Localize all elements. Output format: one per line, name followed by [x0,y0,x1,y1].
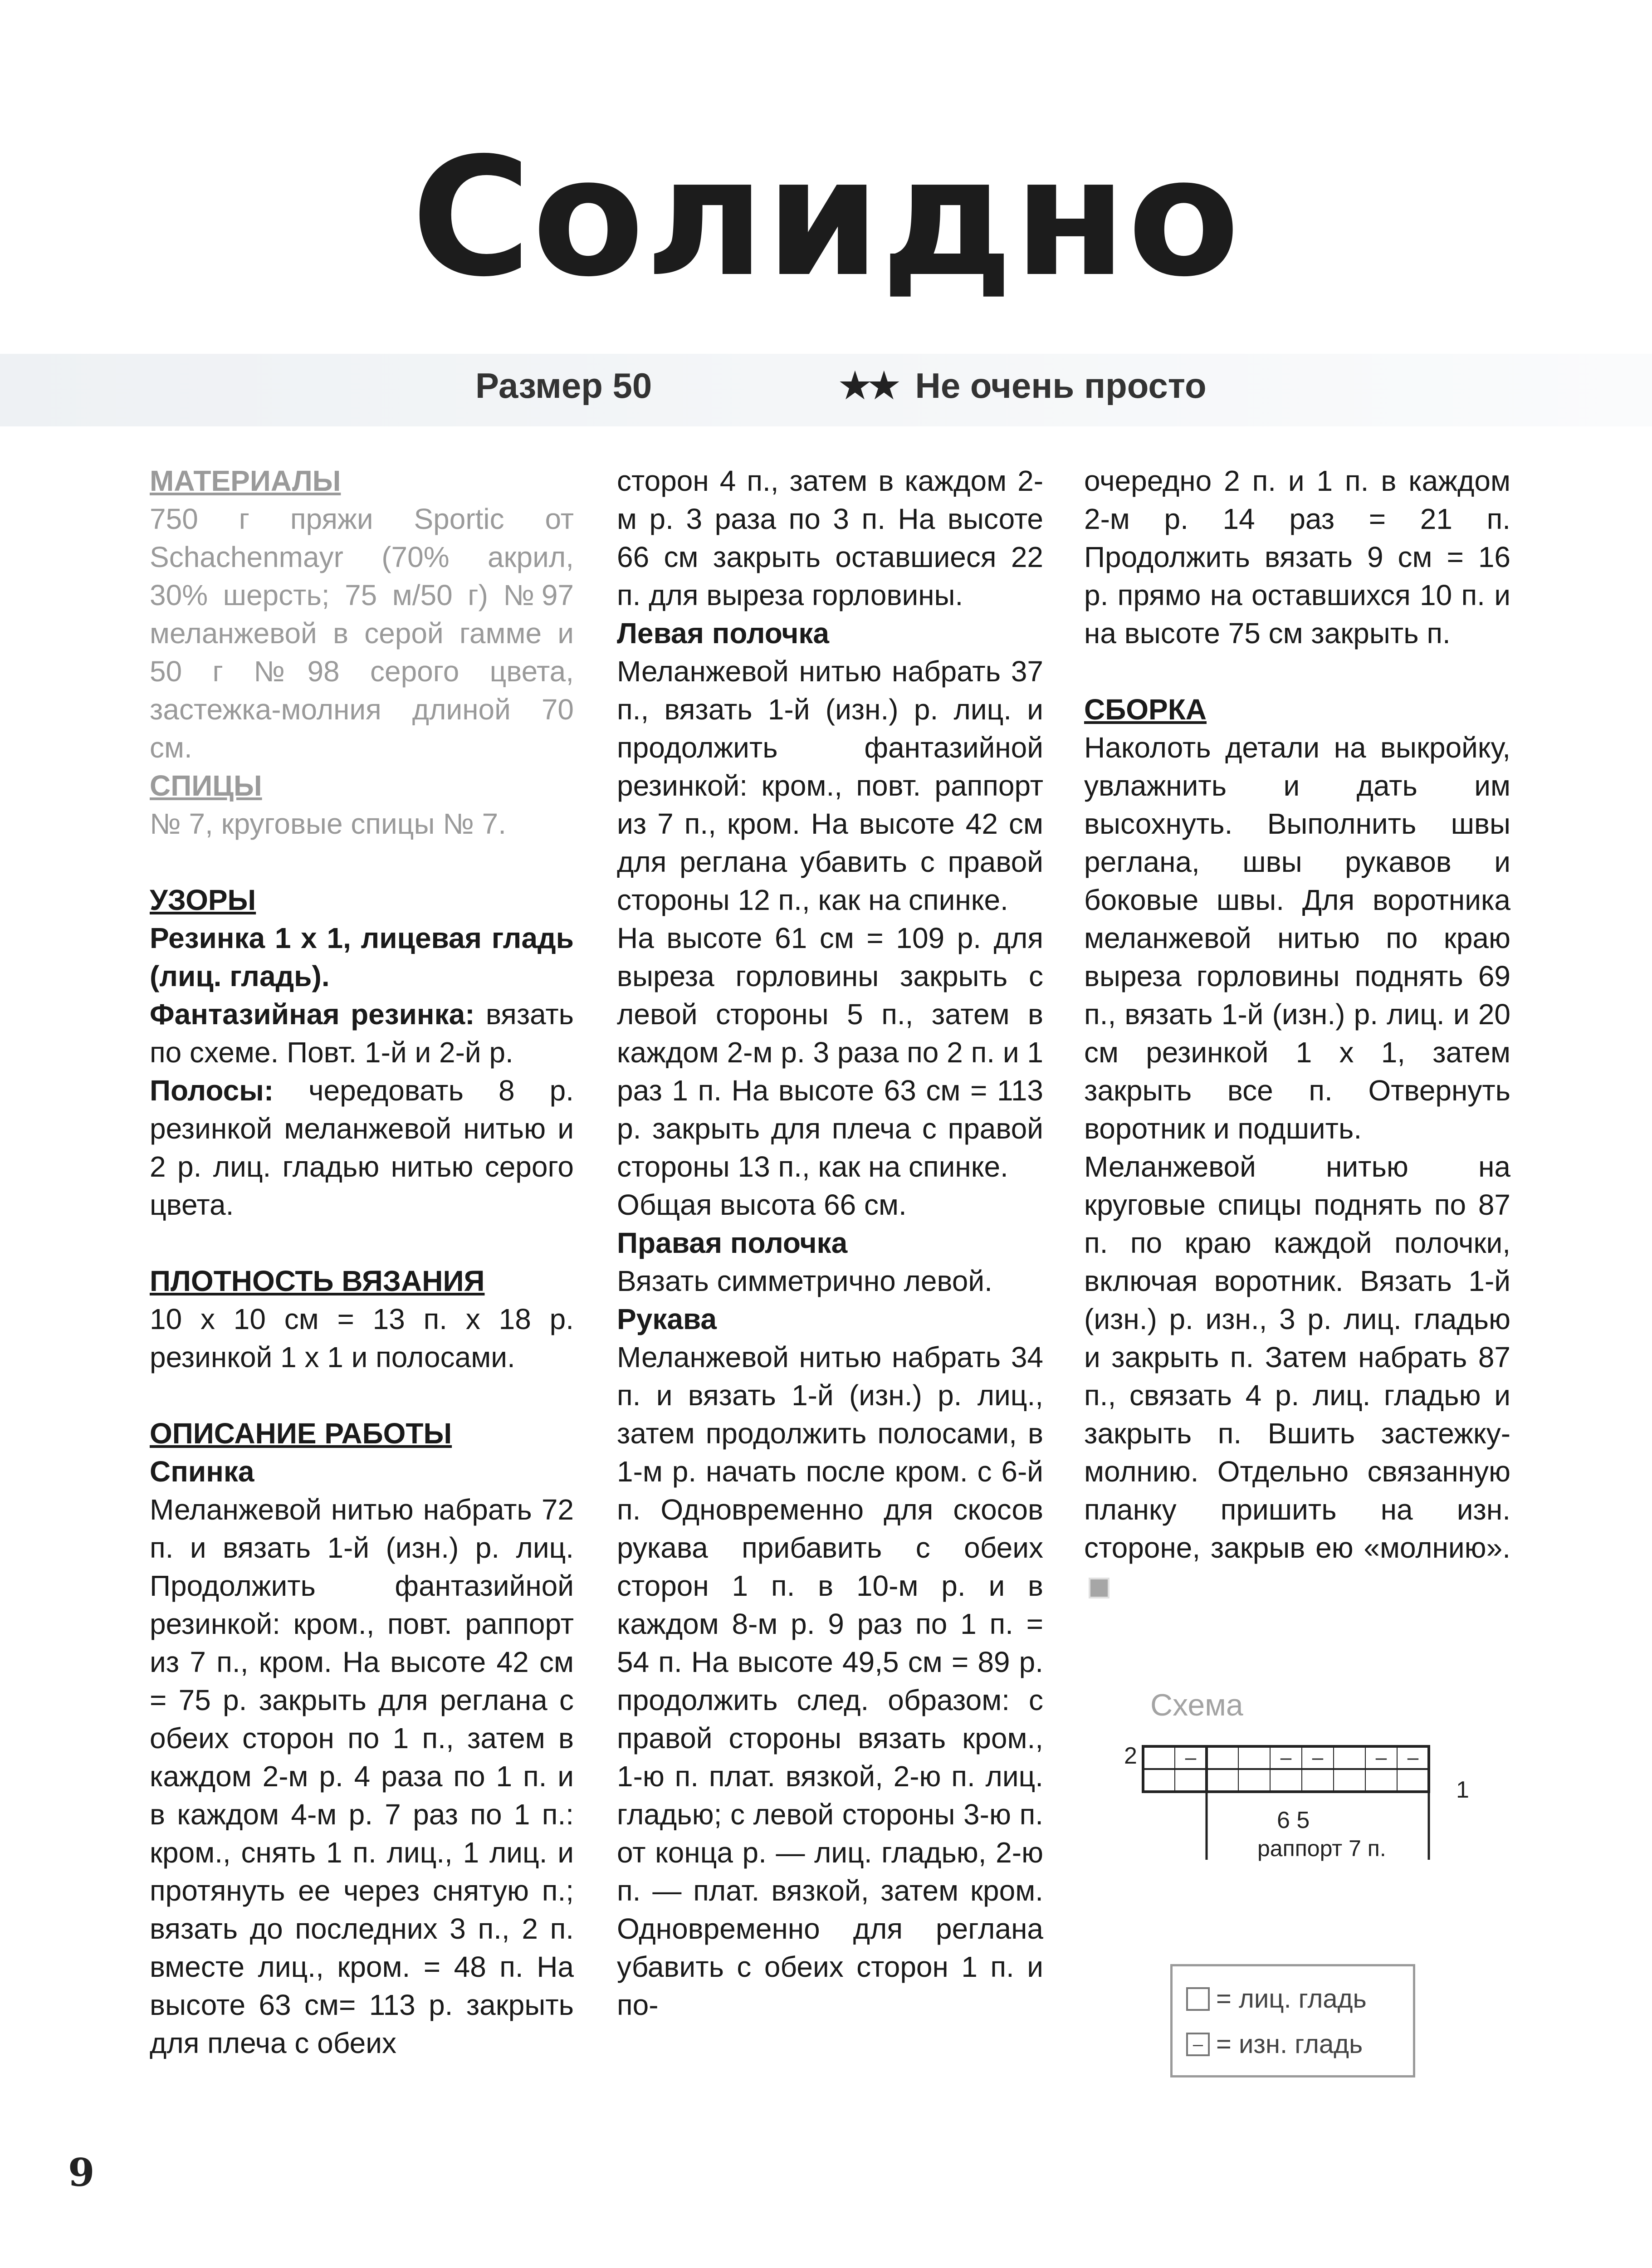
assembly-text-1: Наколоть детали на выкройку, увлажнить и дать им высохнуть. Выполнить швы реглана, швы рукавов и боковые швы. Для воротника меланжевой нитью по краю выреза горловины поднять 69 п., вязать 1-й (изн.) р. лиц. и 20 см резинкой 1 х 1, затем закрыть все п. Отвернуть воротник и подшить. [1084,731,1510,1145]
patterns-fancy-label: Фантазийная резинка: [150,998,475,1031]
page-title: Солидно [411,122,1241,313]
density-text: 10 х 10 см = 13 п. х 18 р. резинкой 1 х 1 и полосами. [150,1303,574,1374]
back-text-cont: сторон 4 п., затем в каждом 2-м р. 3 раза по 3 п. На высоте 66 см закрыть оставшиеся 22 п. для выреза горловины. [617,464,1043,611]
work-heading: ОПИСАНИЕ РАБОТЫ [150,1417,452,1450]
page-number: 9 [68,2150,95,2195]
row-number-2: 2 [1124,1743,1137,1769]
purl-cell: – [1375,1746,1387,1769]
column-2 [617,462,1043,2024]
knitting-chart [1120,1737,1483,1882]
patterns-heading: УЗОРЫ [150,884,256,916]
difficulty-text: Не очень просто [915,366,1207,406]
star-icon: ★★ [839,366,897,406]
purl-symbol-icon: – [1186,2033,1210,2056]
purl-cell: – [1312,1746,1324,1769]
back-heading: Спинка [150,1455,254,1488]
right-front-text: Вязать симметрично левой. [617,1265,992,1297]
patterns-fancy-text: вязать по схеме. Повт. 1-й и 2-й р. [150,998,574,1069]
materials-heading: МАТЕРИАЛЫ [150,464,341,497]
header-band [0,354,1652,426]
left-front-heading: Левая полочка [617,617,829,650]
patterns-stripes-text: чередовать 8 р. резинкой меланжевой нитью и 2 р. лиц. гладью нитью серого цвета. [150,1074,574,1221]
sleeves-text: Меланжевой нитью набрать 34 п. и вязать 1-й (изн.) р. лиц., затем продолжить полосами, в 1-м р. начать после кром. с 6-й п. Одновременно для скосов рукава прибавить с обеих сторон 1 п. в 10-м р. и в каждом 8-м р. 9 раз по 1 п. = 54 п. На высоте 49,5 см = 89 р. продолжить след. образом: с правой стороны вязать кром., 1-ю п. плат. вязкой, 2-ю п. лиц. гладью; с левой стороны 3-ю п. от конца р. — лиц. гладью, 2-ю п. — плат. вязкой, затем кром. Одновременно для реглана убавить с обеих сторон 1 п. и по- [617,1341,1043,2021]
needles-heading: СПИЦЫ [150,769,262,802]
legend-knit-label: = лиц. гладь [1216,1984,1367,2014]
back-text: Меланжевой нитью набрать 72 п. и вязать 1-й (изн.) р. лиц. Продолжить фантазийной резинкой: кром., повт. раппорт из 7 п., кром. На высоте 42 см = 75 р. закрыть для реглана с обеих сторон по 1 п., затем в каждом 2-м р. 4 раза по 1 п. и в каждом 4-м р. 7 раз по 1 п.: кром., снять 1 п. лиц., 1 лиц. и протянуть ее через снятую п.; вязать до последних 3 п., 2 п. вместе лиц., кром. = 48 п. На высоте 63 см= 113 р. закрыть для плеча с обеих [150,1493,574,2059]
chart-legend [1170,1964,1415,2077]
purl-cell: – [1185,1746,1197,1769]
needles-text: № 7, круговые спицы № 7. [150,807,507,840]
patterns-fancy [150,995,574,1071]
legend-knit [1186,1984,1367,2014]
sleeves-heading: Рукава [617,1303,717,1335]
right-front-heading: Правая полочка [617,1227,848,1259]
sleeves-text-cont: очередно 2 п. и 1 п. в каждом 2-м р. 14 раз = 21 п. Продолжить вязать 9 см = 16 р. прямо на оставшихся 10 п. и на высоте 75 см закрыть п. [1084,464,1510,650]
column-1 [150,462,574,2062]
end-mark-icon [1089,1578,1109,1598]
patterns-stripes [150,1071,574,1224]
left-front-text-1: Меланжевой нитью набрать 37 п., вязать 1-й (изн.) р. лиц. и продолжить фантазийной резинкой: кром., повт. раппорт из 7 п., кром. На высоте 42 см для реглана убавить с правой стороны 12 п., как на спинке. [617,655,1043,916]
purl-cell: – [1280,1746,1292,1769]
difficulty-label [839,365,1207,406]
knit-symbol-icon [1186,1987,1210,2011]
column-3 [1084,462,1510,1605]
assembly-text-2-body: Меланжевой нитью на круговые спицы поднять по 87 п. по краю каждой полочки, включая воротник. Вязать 1-й (изн.) р. изн., 3 р. лиц. гладью и закрыть п. Затем набрать 87 п., связать 4 р. лиц. гладью и закрыть п. Вшить застежку-молнию. Отдельно связанную планку пришить на изн. стороне, закрыв ею «молнию». [1084,1150,1510,1564]
legend-purl-label: = изн. гладь [1216,2029,1363,2059]
materials-section [150,462,574,843]
patterns-rib: Резинка 1 х 1, лицевая гладь (лиц. гладь). [150,922,574,992]
rapport-numbers: 6 5 [1277,1807,1310,1833]
row-number-1: 1 [1456,1777,1469,1803]
assembly-text-2 [1084,1148,1510,1605]
legend-purl [1186,2029,1363,2059]
left-front-text-2: На высоте 61 см = 109 р. для выреза горловины закрыть с левой стороны 5 п., затем в каждом 2-м р. 3 раза по 2 п. и 1 раз 1 п. На высоте 63 см = 113 р. закрыть для плеча с правой стороны 13 п., как на спинке. [617,922,1043,1183]
left-front-text-3: Общая высота 66 см. [617,1188,907,1221]
density-heading: ПЛОТНОСТЬ ВЯЗАНИЯ [150,1265,485,1297]
purl-cell: – [1407,1746,1419,1769]
rapport-label: раппорт 7 п. [1257,1836,1386,1861]
materials-text: 750 г пряжи Sportic от Schachenmayr (70% акрил, 30% шерсть; 75 м/50 г) №97 меланжевой в серой гамме и 50 г №98 серого цвета, застежка-молния длиной 70 см. [150,503,574,764]
patterns-stripes-label: Полосы: [150,1074,274,1107]
size-label: Размер 50 [475,366,652,406]
assembly-heading: СБОРКА [1084,693,1207,726]
schema-title: Схема [1150,1688,1243,1722]
